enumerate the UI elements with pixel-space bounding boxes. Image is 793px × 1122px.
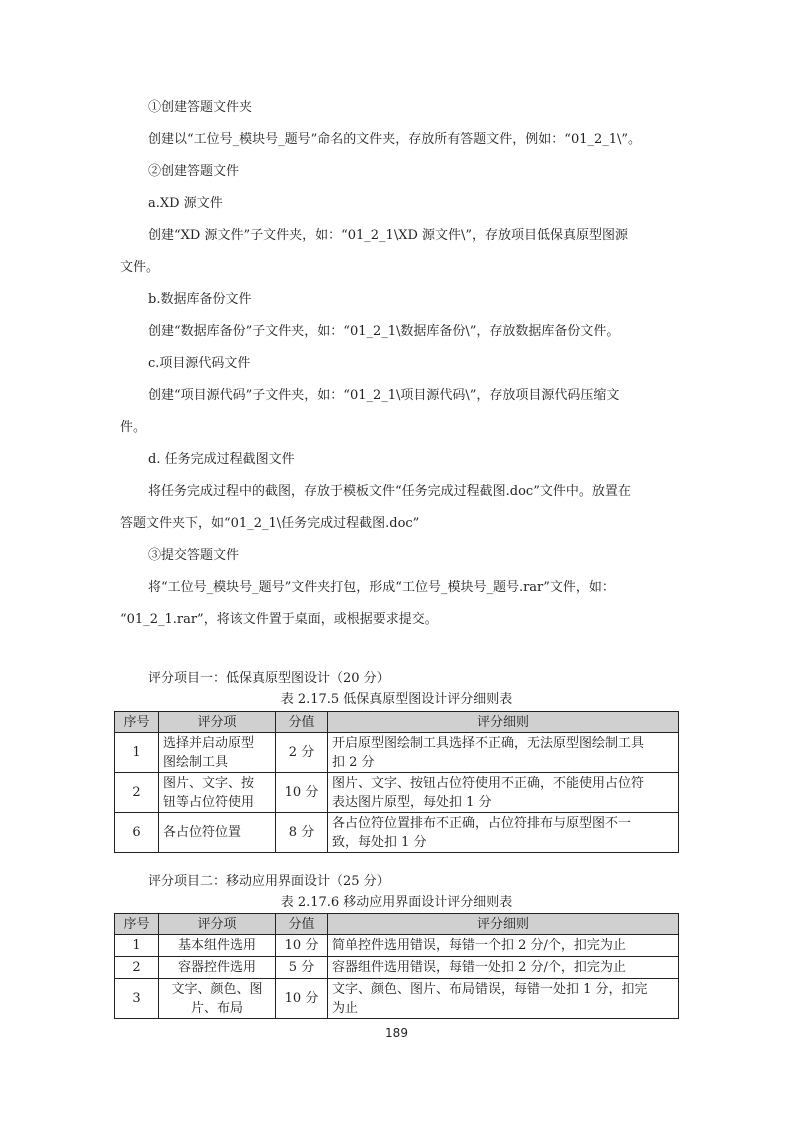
- scoring-table-1: [114, 711, 679, 853]
- table-row: [115, 935, 679, 957]
- row-score: 5 分: [276, 957, 328, 979]
- row-item: 容器控件选用: [159, 957, 276, 979]
- row-rule: 容器组件选用错误，每错一处扣 2 分/个，扣完为止: [328, 957, 679, 979]
- row-rule: 各占位符位置排布不正确，占位符排布与原型图不一 致，每处扣 1 分: [328, 813, 679, 853]
- substep-a-text-1: 创建“XD 源文件”子文件夹，如：“01_2_1\XD 源文件\”，存放项目低保真原型图源: [148, 228, 629, 243]
- header-item: 评分项: [159, 914, 276, 935]
- step-3-heading: ③提交答题文件: [148, 548, 240, 563]
- row-rule: 文字、颜色、图片、布局错误，每错一处扣 1 分，扣完 为止: [328, 979, 679, 1019]
- step-3-text-2: “01_2_1.rar”，将该文件置于桌面，或根据要求提交。: [120, 612, 438, 627]
- step-1-heading: ①创建答题文件夹: [148, 100, 253, 115]
- step-1-text: 创建以“工位号_模块号_题号”命名的文件夹，存放所有答题文件，例如：“01_2_1\”。: [148, 132, 642, 147]
- row-score: 8 分: [276, 813, 328, 853]
- substep-c-text-1: 创建“项目源代码”子文件夹，如：“01_2_1\项目源代码\”，存放项目源代码压缩文: [148, 388, 620, 403]
- header-score: 分值: [276, 712, 328, 733]
- table-1-caption: 表 2.17.5 低保真原型图设计评分细则表: [280, 692, 513, 707]
- substep-c-text-2: 件。: [120, 420, 147, 435]
- table-row: [115, 733, 679, 773]
- header-rule: 评分细则: [328, 914, 679, 935]
- section-1-heading: 评分项目一：低保真原型图设计（20 分）: [148, 671, 390, 686]
- row-no: 3: [115, 979, 159, 1019]
- substep-a-heading: a.XD 源文件: [148, 196, 223, 211]
- row-no: 1: [115, 935, 159, 957]
- row-item: 选择并启动原型 图绘制工具: [159, 733, 276, 773]
- section-2-heading: 评分项目二：移动应用界面设计（25 分）: [148, 874, 390, 889]
- table-row: [115, 773, 679, 813]
- step-2-heading: ②创建答题文件: [148, 164, 240, 179]
- page-number: 189: [385, 1026, 408, 1040]
- substep-b-text: 创建“数据库备份”子文件夹，如：“01_2_1\数据库备份\”，存放数据库备份文件。: [148, 324, 620, 339]
- substep-d-text-1: 将任务完成过程中的截图，存放于模板文件“任务完成过程截图.doc”文件中。放置在: [148, 484, 631, 499]
- row-rule: 开启原型图绘制工具选择不正确，无法原型图绘制工具 扣 2 分: [328, 733, 679, 773]
- table-2-caption: 表 2.17.6 移动应用界面设计评分细则表: [280, 895, 513, 910]
- row-rule: 简单控件选用错误，每错一个扣 2 分/个，扣完为止: [328, 935, 679, 957]
- row-score: 10 分: [276, 773, 328, 813]
- table-header-row: [115, 914, 679, 935]
- header-rule: 评分细则: [328, 712, 679, 733]
- row-rule: 图片、文字、按钮占位符使用不正确，不能使用占位符 表达图片原型，每处扣 1 分: [328, 773, 679, 813]
- table-row: [115, 979, 679, 1019]
- header-item: 评分项: [159, 712, 276, 733]
- row-no: 2: [115, 773, 159, 813]
- row-score: 10 分: [276, 979, 328, 1019]
- row-item: 各占位符位置: [159, 813, 276, 853]
- substep-d-heading: d. 任务完成过程截图文件: [148, 452, 295, 467]
- header-no: 序号: [115, 914, 159, 935]
- row-score: 10 分: [276, 935, 328, 957]
- row-no: 6: [115, 813, 159, 853]
- substep-a-text-2: 文件。: [120, 260, 160, 275]
- table-row: [115, 957, 679, 979]
- scoring-table-2: [114, 913, 679, 1019]
- row-item: 文字、颜色、图 片、布局: [159, 979, 276, 1019]
- substep-b-heading: b.数据库备份文件: [148, 292, 252, 307]
- substep-c-heading: c.项目源代码文件: [148, 356, 251, 371]
- header-score: 分值: [276, 914, 328, 935]
- substep-d-text-2: 答题文件夹下，如“01_2_1\任务完成过程截图.doc”: [120, 516, 420, 531]
- row-score: 2 分: [276, 733, 328, 773]
- row-item: 基本组件选用: [159, 935, 276, 957]
- step-3-text-1: 将“工位号_模块号_题号”文件夹打包，形成“工位号_模块号_题号.rar”文件，如：: [148, 580, 615, 595]
- header-no: 序号: [115, 712, 159, 733]
- row-item: 图片、文字、按 钮等占位符使用: [159, 773, 276, 813]
- row-no: 1: [115, 733, 159, 773]
- row-no: 2: [115, 957, 159, 979]
- table-row: [115, 813, 679, 853]
- table-header-row: [115, 712, 679, 733]
